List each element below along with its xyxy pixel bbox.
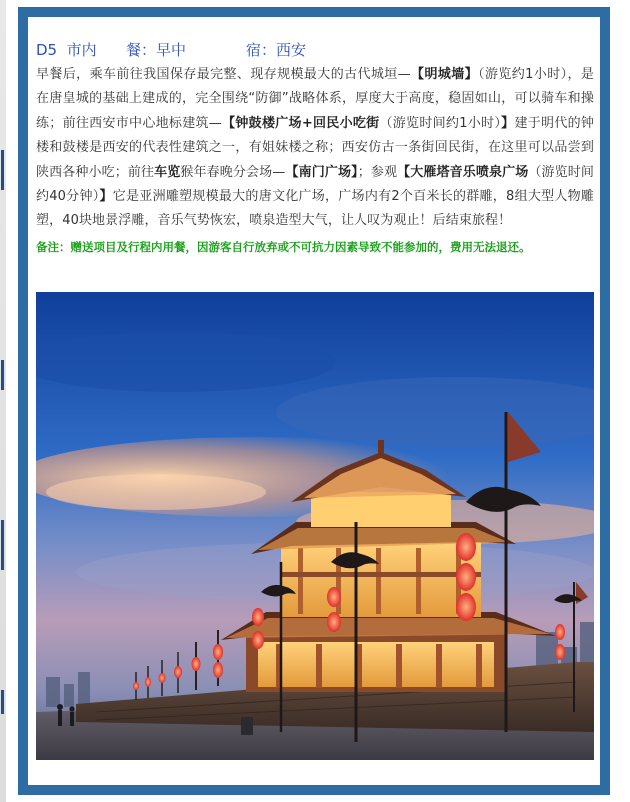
itinerary-description bbox=[36, 63, 594, 234]
highlighted-attraction: 】 bbox=[501, 115, 515, 131]
adjacent-page-edge bbox=[0, 0, 6, 802]
itinerary-content bbox=[36, 37, 594, 256]
description-segment: （游览约1小时），是在唐皇城的基础上建成的，完全围绕“防御”战略体系，厚度大于高度，稳固如山，可以骑车和操练；前往西安市中心地标建筑— bbox=[36, 67, 594, 131]
highlighted-attraction: 【南门广场】 bbox=[285, 164, 358, 180]
day-location: 市内 bbox=[66, 41, 97, 59]
description-segment: （游览时间约1小时） bbox=[379, 115, 502, 131]
highlighted-attraction: 【明城墙】 bbox=[410, 67, 479, 82]
day-number: D5 bbox=[36, 41, 58, 59]
highlighted-attraction: 车览 bbox=[154, 164, 181, 180]
itinerary-note: 备注：赠送项目及行程内用餐，因游客自行放弃或不可抗力因素导致不能参加的，费用无法退还。 bbox=[36, 239, 531, 254]
description-segment: 猴年春晚分会场— bbox=[180, 164, 286, 180]
description-segment: ；参观 bbox=[357, 164, 398, 180]
highlighted-attraction: 【大雁塔音乐喷泉广场 bbox=[397, 164, 529, 180]
itinerary-card bbox=[18, 7, 610, 795]
description-segment: （游览时间约40分钟） bbox=[36, 164, 594, 205]
highlighted-attraction: 【钟鼓楼广场+回民小吃街 bbox=[221, 115, 380, 131]
description-segment: 早餐后，乘车前往我国保存最完整、现存规模最大的古代城垣— bbox=[36, 67, 411, 82]
day-label bbox=[36, 37, 126, 63]
meals-label: 餐：早中 bbox=[126, 41, 187, 59]
stay-label: 宿：西安 bbox=[246, 41, 307, 59]
description-segment: 建于明代的钟楼和鼓楼是西安的代表性建筑之一，有姐妹楼之称；西安仿古一条街回民街，在这里可以品尝到陕西各种小吃；前往 bbox=[36, 115, 595, 180]
highlighted-attraction: 】 bbox=[99, 189, 113, 205]
description-segment: 它是亚洲雕塑规模最大的唐文化广场，广场内有2个百米长的群雕，8组大型人物雕塑，40块地景浮雕，音乐气势恢宏，喷泉造型大气，让人叹为观止！后结束旅程！ bbox=[36, 189, 594, 229]
day-header bbox=[36, 37, 594, 63]
xian-city-wall-photo bbox=[36, 292, 594, 760]
